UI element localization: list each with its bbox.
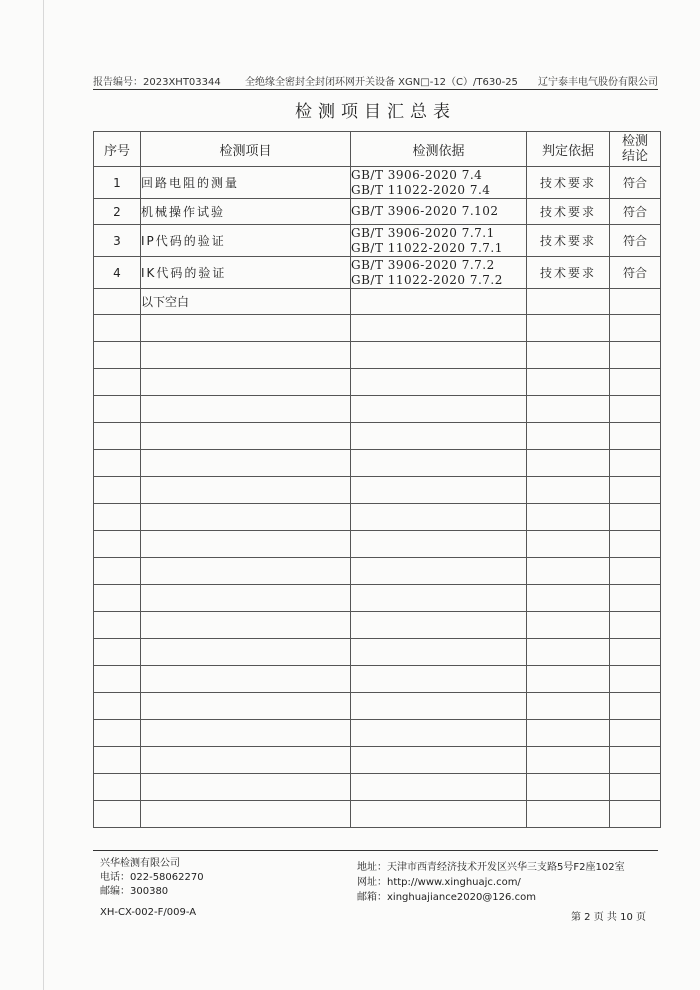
row-judge: 技术要求	[527, 199, 610, 225]
empty-row	[94, 612, 661, 639]
basis-line: GB/T 11022-2020 7.7.2	[351, 272, 503, 287]
empty-row	[94, 693, 661, 720]
empty-cell	[351, 315, 527, 342]
header-no: 序号	[94, 132, 141, 167]
empty-cell	[610, 396, 661, 423]
empty-cell	[94, 666, 141, 693]
report-number: 报告编号：2023XHT03344	[93, 77, 221, 88]
empty-cell	[94, 369, 141, 396]
empty-cell	[351, 666, 527, 693]
empty-row	[94, 369, 661, 396]
page-title: 检测项目汇总表	[295, 102, 456, 122]
empty-row	[94, 531, 661, 558]
empty-cell	[141, 396, 351, 423]
page-number: 第 2 页 共 10 页	[571, 912, 646, 923]
empty-cell	[141, 666, 351, 693]
row-basis	[351, 257, 527, 289]
lab-website: 网址：http://www.xinghuajc.com/	[357, 877, 521, 888]
empty-cell	[610, 450, 661, 477]
empty-cell	[610, 504, 661, 531]
header-result-line1: 检测	[621, 134, 648, 149]
lab-name: 兴华检测有限公司	[100, 858, 180, 869]
table-row	[94, 257, 661, 289]
empty-cell	[610, 342, 661, 369]
empty-cell	[610, 801, 661, 828]
basis-line: GB/T 3906-2020 7.7.1	[351, 225, 495, 240]
empty-cell	[527, 342, 610, 369]
lab-postcode: 邮编：300380	[100, 886, 169, 897]
table-header-row	[94, 132, 661, 167]
empty-cell	[610, 585, 661, 612]
empty-cell	[141, 531, 351, 558]
row-item: IP代码的验证	[141, 225, 351, 257]
blank-rows	[94, 315, 661, 828]
table-row	[94, 225, 661, 257]
header-result-line2: 结论	[621, 149, 648, 164]
empty-cell	[141, 585, 351, 612]
empty-cell	[610, 747, 661, 774]
test-summary-table	[93, 131, 661, 828]
empty-row	[94, 450, 661, 477]
empty-cell	[527, 450, 610, 477]
empty-cell	[351, 693, 527, 720]
row-result: 符合	[610, 167, 661, 199]
basis-line: GB/T 3906-2020 7.102	[351, 204, 499, 218]
empty-cell	[351, 423, 527, 450]
basis-line: GB/T 11022-2020 7.4	[351, 182, 491, 197]
basis-line: GB/T 3906-2020 7.4	[351, 167, 483, 182]
header-basis: 检测依据	[351, 132, 527, 167]
empty-cell	[94, 423, 141, 450]
empty-cell	[94, 342, 141, 369]
empty-cell	[94, 612, 141, 639]
empty-cell	[610, 531, 661, 558]
empty-cell	[351, 747, 527, 774]
empty-cell	[527, 666, 610, 693]
row-result: 符合	[610, 225, 661, 257]
empty-cell	[527, 774, 610, 801]
empty-cell	[351, 558, 527, 585]
empty-cell	[351, 396, 527, 423]
empty-cell	[527, 396, 610, 423]
row-result: 符合	[610, 199, 661, 225]
empty-cell	[141, 801, 351, 828]
empty-cell	[610, 774, 661, 801]
empty-cell	[141, 774, 351, 801]
empty-cell	[610, 558, 661, 585]
empty-cell	[141, 477, 351, 504]
row-basis	[351, 199, 527, 225]
row-no	[94, 289, 141, 315]
row-result	[610, 289, 661, 315]
lab-email: 邮箱：xinghuajiance2020@126.com	[357, 892, 536, 903]
empty-cell	[94, 693, 141, 720]
empty-row	[94, 396, 661, 423]
empty-cell	[94, 504, 141, 531]
empty-cell	[94, 801, 141, 828]
row-result: 符合	[610, 257, 661, 289]
empty-cell	[141, 423, 351, 450]
empty-cell	[351, 720, 527, 747]
table-row	[94, 199, 661, 225]
empty-row	[94, 747, 661, 774]
empty-cell	[527, 423, 610, 450]
header-item: 检测项目	[141, 132, 351, 167]
empty-cell	[527, 585, 610, 612]
table-row	[94, 289, 661, 315]
empty-cell	[94, 315, 141, 342]
empty-cell	[94, 747, 141, 774]
lab-phone: 电话：022-58062270	[100, 872, 204, 883]
row-item: 回路电阻的测量	[141, 167, 351, 199]
empty-cell	[94, 639, 141, 666]
empty-cell	[351, 477, 527, 504]
empty-row	[94, 720, 661, 747]
empty-cell	[141, 315, 351, 342]
empty-row	[94, 342, 661, 369]
footer-address	[357, 860, 625, 905]
empty-cell	[94, 396, 141, 423]
product-name: 全绝缘全密封全封闭环网开关设备 XGN□-12（C）/T630-25	[245, 77, 518, 88]
empty-cell	[94, 585, 141, 612]
footer-contact	[100, 857, 204, 899]
empty-cell	[527, 747, 610, 774]
empty-cell	[527, 315, 610, 342]
empty-cell	[527, 612, 610, 639]
empty-row	[94, 639, 661, 666]
empty-cell	[141, 450, 351, 477]
row-no: 4	[94, 257, 141, 289]
empty-cell	[94, 720, 141, 747]
empty-cell	[351, 531, 527, 558]
empty-cell	[141, 639, 351, 666]
empty-cell	[527, 504, 610, 531]
row-judge: 技术要求	[527, 167, 610, 199]
empty-row	[94, 423, 661, 450]
empty-cell	[527, 639, 610, 666]
empty-cell	[351, 504, 527, 531]
row-judge: 技术要求	[527, 225, 610, 257]
empty-row	[94, 801, 661, 828]
row-no: 2	[94, 199, 141, 225]
empty-cell	[141, 612, 351, 639]
empty-row	[94, 558, 661, 585]
empty-cell	[141, 693, 351, 720]
empty-cell	[351, 450, 527, 477]
empty-cell	[527, 720, 610, 747]
empty-cell	[610, 315, 661, 342]
empty-cell	[610, 423, 661, 450]
row-no: 1	[94, 167, 141, 199]
empty-cell	[351, 639, 527, 666]
empty-cell	[141, 342, 351, 369]
row-item: 机械操作试验	[141, 199, 351, 225]
empty-cell	[351, 369, 527, 396]
client-company: 辽宁泰丰电气股份有限公司	[538, 77, 658, 88]
row-judge	[527, 289, 610, 315]
empty-cell	[94, 558, 141, 585]
row-judge: 技术要求	[527, 257, 610, 289]
empty-cell	[610, 666, 661, 693]
empty-row	[94, 315, 661, 342]
empty-row	[94, 666, 661, 693]
empty-cell	[351, 801, 527, 828]
empty-cell	[610, 639, 661, 666]
empty-cell	[610, 612, 661, 639]
empty-cell	[527, 531, 610, 558]
empty-cell	[141, 747, 351, 774]
footer-divider	[93, 850, 658, 851]
basis-line: GB/T 3906-2020 7.7.2	[351, 257, 495, 272]
empty-cell	[141, 504, 351, 531]
row-no: 3	[94, 225, 141, 257]
header-judge: 判定依据	[527, 132, 610, 167]
row-basis	[351, 167, 527, 199]
header-result	[610, 132, 661, 167]
table-row	[94, 167, 661, 199]
empty-cell	[610, 477, 661, 504]
empty-cell	[610, 720, 661, 747]
empty-row	[94, 477, 661, 504]
empty-cell	[527, 477, 610, 504]
empty-cell	[610, 693, 661, 720]
row-item: IK代码的验证	[141, 257, 351, 289]
empty-cell	[141, 558, 351, 585]
row-basis	[351, 289, 527, 315]
basis-line: GB/T 11022-2020 7.7.1	[351, 240, 503, 255]
empty-cell	[141, 720, 351, 747]
empty-cell	[351, 585, 527, 612]
empty-cell	[527, 369, 610, 396]
blank-note: 以下空白	[141, 289, 351, 315]
empty-cell	[610, 369, 661, 396]
row-basis	[351, 225, 527, 257]
binding-margin-line	[43, 0, 44, 990]
empty-cell	[94, 477, 141, 504]
empty-cell	[527, 801, 610, 828]
empty-cell	[351, 774, 527, 801]
empty-cell	[141, 369, 351, 396]
empty-cell	[94, 531, 141, 558]
empty-row	[94, 504, 661, 531]
lab-address: 地址：天津市西青经济技术开发区兴华三支路5号F2座102室	[357, 862, 625, 873]
empty-cell	[94, 774, 141, 801]
empty-cell	[94, 450, 141, 477]
empty-row	[94, 774, 661, 801]
empty-cell	[351, 342, 527, 369]
empty-cell	[527, 693, 610, 720]
header-divider	[93, 89, 658, 90]
empty-row	[94, 585, 661, 612]
empty-cell	[351, 612, 527, 639]
page-header	[93, 71, 658, 87]
form-code: XH-CX-002-F/009-A	[100, 907, 197, 918]
empty-cell	[527, 558, 610, 585]
